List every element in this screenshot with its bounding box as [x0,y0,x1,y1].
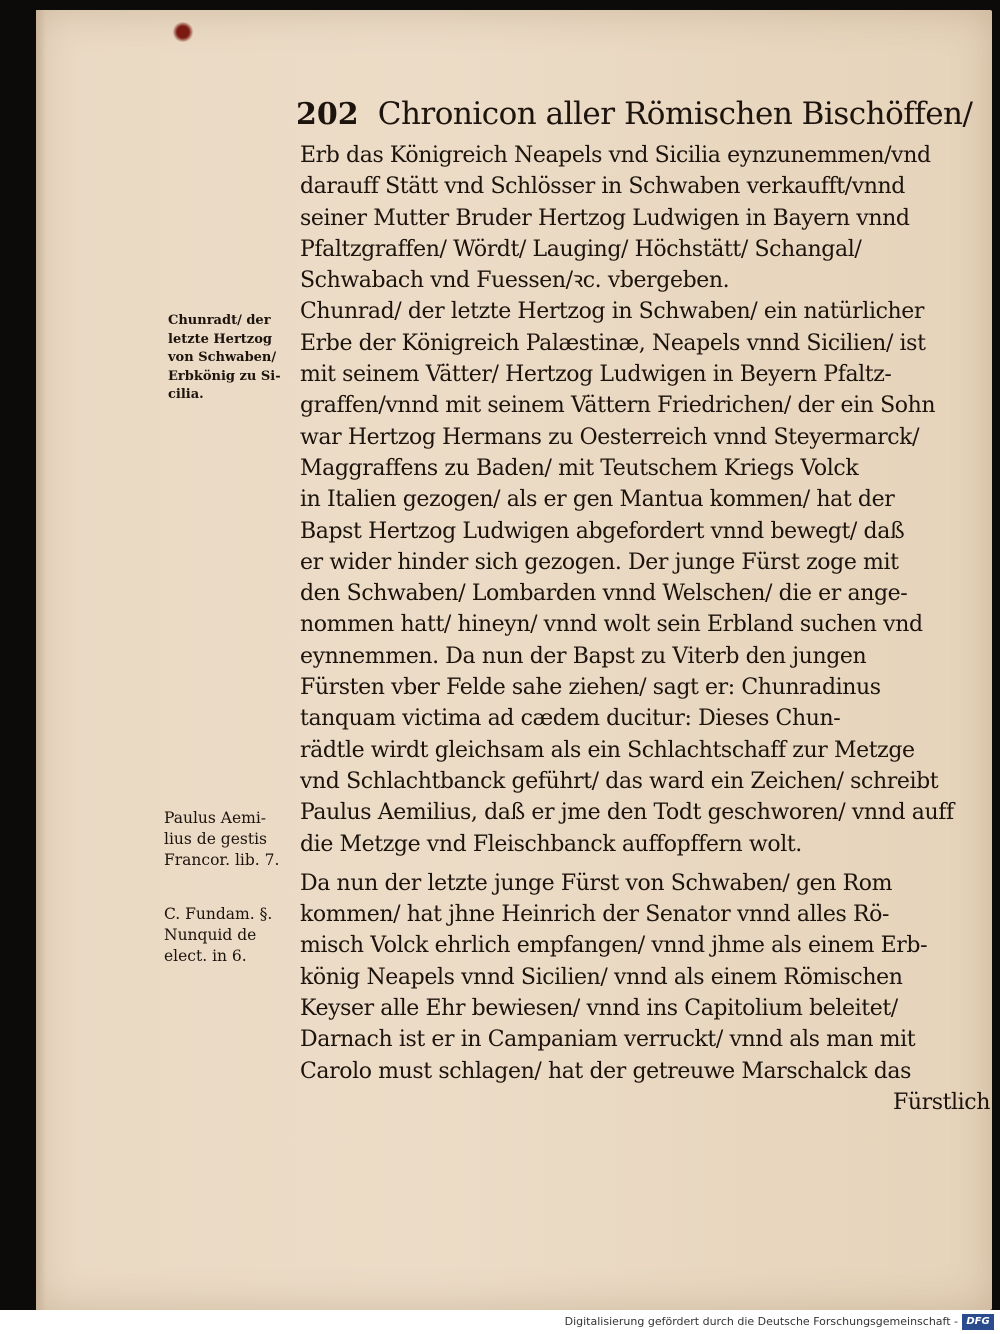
text-line: kommen/ hat jhne Heinrich der Senator vnnd alles Rö- [300,902,889,928]
text-line: Maggraffens zu Baden/ mit Teutschem Kriegs Volck [300,455,859,481]
footer-bar [0,1310,1000,1334]
text-line: Bapst Hertzog Ludwigen abgefordert vnnd bewegt/ daß [300,518,905,544]
text-line: tanquam victima ad cædem ducitur: Dieses Chun- [300,706,841,732]
text-line: Pfaltzgraffen/ Wördt/ Lauging/ Höchstätt/ Schangal/ [300,236,862,262]
catchword: Fürstlich [892,1089,990,1115]
page-edge [36,10,46,1310]
text-line: war Hertzog Hermans zu Oesterreich vnnd Steyermarck/ [300,424,920,450]
funding-credit: Digitalisierung gefördert durch die Deutsche Forschungsgemeinschaft - [564,1315,958,1328]
text-line: misch Volck ehrlich empfangen/ vnnd jhme als einem Erb- [300,933,928,959]
marginal-line: lius de gestis [164,830,267,848]
text-line: Erbe der Königreich Palæstinæ, Neapels vnnd Sicilien/ ist [300,330,926,356]
paragraph-1 [300,140,990,860]
running-title: Chronicon aller Römischen Bischöffen/ [377,96,973,132]
body-text [300,140,990,1118]
text-line: darauff Stätt vnd Schlösser in Schwaben verkaufft/vnnd [300,174,905,200]
text-line: den Schwaben/ Lombarden vnnd Welschen/ die er ange- [300,581,908,607]
text-line: Erb das Königreich Neapels vnd Sicilia eynzunemmen/vnd [300,143,931,168]
text-line: Fürsten vber Felde sahe ziehen/ sagt er: Chunradinus [300,675,881,701]
text-line: könig Neapels vnnd Sicilien/ vnnd als einem Römischen [300,964,903,990]
text-line: eynnemmen. Da nun der Bapst zu Viterb den jungen [300,643,867,669]
marginal-line: C. Fundam. §. [164,905,273,923]
page-header [296,96,973,140]
page-number: 202 [296,97,359,132]
text-line: nommen hatt/ hineyn/ vnnd wolt sein Erbland suchen vnd [300,612,923,638]
marginal-line: Francor. lib. 7. [164,851,280,869]
dfg-logo-icon: DFG [962,1314,994,1330]
marginal-line: elect. in 6. [164,947,247,965]
text-line: Chunrad/ der letzte Hertzog in Schwaben/ ein natürlicher [300,299,925,325]
marginal-line: Chunradt/ der [168,313,271,328]
text-line: mit seinem Vätter/ Hertzog Ludwigen in Beyern Pfaltz- [300,362,892,388]
marginal-line: Erbkönig zu Si- [168,368,281,384]
text-line: Da nun der letzte junge Fürst von Schwaben/ gen Rom [300,870,893,896]
text-line: die Metzge vnd Fleischbanck auffopffern wolt. [300,831,802,857]
text-line: er wider hinder sich gezogen. Der junge Fürst zoge mit [300,549,899,575]
paragraph-gap [300,860,990,868]
text-line: Schwabach vnd Fuessen/ꝛc. vbergeben. [300,268,730,294]
ink-stain [172,22,194,42]
marginal-line: cilia. [168,387,204,402]
marginal-note-fundam [164,904,272,967]
text-line: vnd Schlachtbanck geführt/ das ward ein Zeichen/ schreibt [300,768,939,794]
marginal-line: Paulus Aemi- [164,809,267,827]
marginal-note-conrad [168,312,281,405]
text-line: Paulus Aemilius, daß er jme den Todt geschworen/ vnnd auff [300,800,954,826]
marginal-line: Nunquid de [164,926,257,944]
marginal-line: von Schwaben/ [168,350,277,365]
marginal-note-aemilius [164,808,279,871]
marginal-line: letzte Hertzog [168,331,272,347]
text-line: Carolo must schlagen/ hat der getreuwe Marschalck das [300,1058,911,1084]
text-line: seiner Mutter Bruder Hertzog Ludwigen in Bayern vnnd [300,205,910,231]
text-line: Darnach ist er in Campaniam verruckt/ vnnd als man mit [300,1027,916,1053]
text-line: rädtle wirdt gleichsam als ein Schlachtschaff zur Metzge [300,737,915,763]
text-line: Keyser alle Ehr bewiesen/ vnnd ins Capitolium beleitet/ [300,996,898,1022]
paragraph-2 [300,868,990,1118]
text-line: graffen/vnnd mit seinem Vättern Friedrichen/ der ein Sohn [300,393,936,419]
text-line: in Italien gezogen/ als er gen Mantua kommen/ hat der [300,487,895,513]
